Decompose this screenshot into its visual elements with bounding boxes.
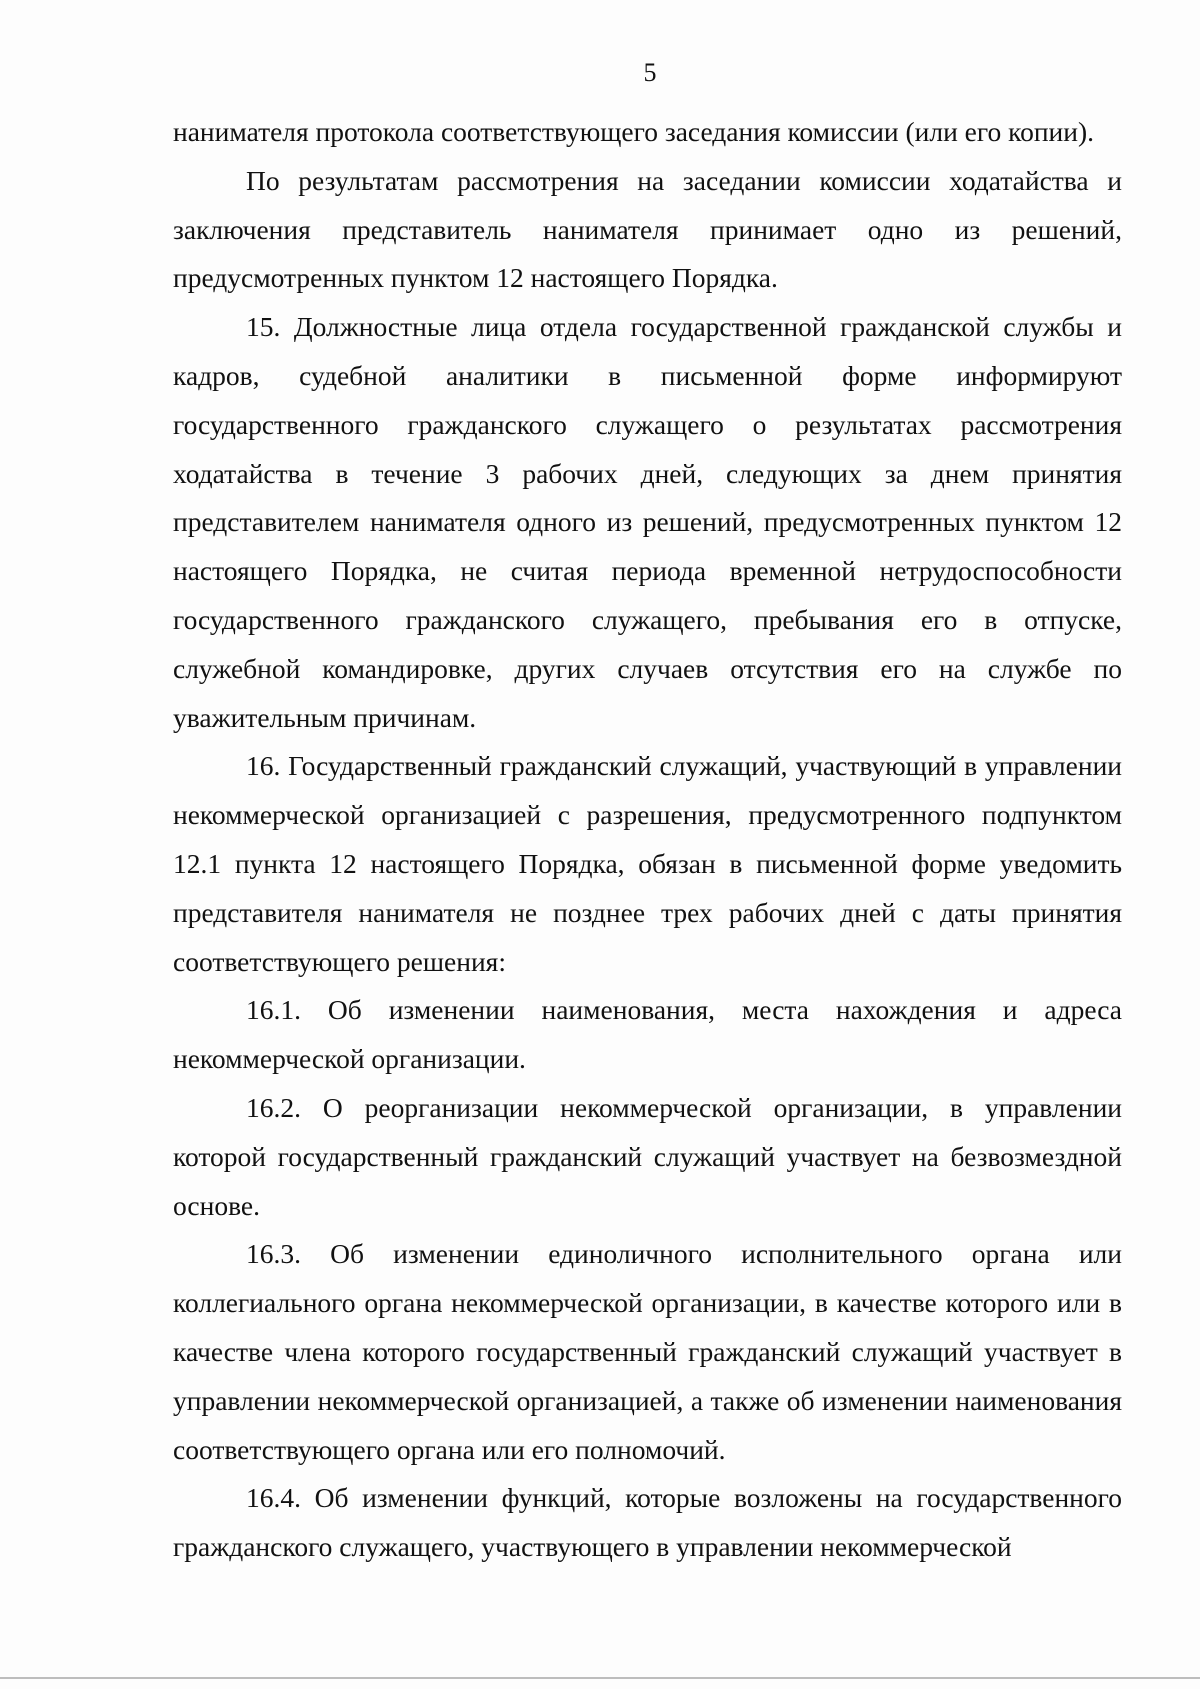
paragraph-continuation: нанимателя протокола соответствующего заседания комиссии (или его копии). — [173, 116, 1095, 147]
paragraph-15: 15. Должностные лица отдела государственной гражданской службы и кадров, судебной аналитики в письменной форме информируют государственного гражданского служащего о результатах рассмотрения ходатайства в течение 3 рабочих дней, следующих за днем принятия представителем нанимателя одного из решений, предусмотренных пунктом 12 настоящего Порядка, не считая периода временной нетрудоспособности государственного гражданского служащего, пребывания его в отпуске, служебной командировке, других случаев отсутствия его на службе по уважительным причинам. — [173, 311, 1122, 733]
paragraph-16-4: 16.4. Об изменении функций, которые возложены на государственного гражданского служащего, участвующего в управлении некоммерческой — [173, 1482, 1122, 1563]
scan-bottom-edge — [0, 1677, 1200, 1679]
paragraph-16-1: 16.1. Об изменении наименования, места нахождения и адреса некоммерческой организации. — [173, 994, 1122, 1075]
page-number: 5 — [643, 58, 657, 87]
document-body — [173, 108, 1122, 1572]
paragraph-16-2: 16.2. О реорганизации некоммерческой организации, в управлении которой государственный гражданский служащий участвует на безвозмездной основе. — [173, 1091, 1122, 1221]
paragraph-16-3: 16.3. Об изменении единоличного исполнительного органа или коллегиального органа некоммерческой организации, в качестве которого или в качестве члена которого государственный гражданский служащий участвует в управлении некоммерческой организацией, а также об изменении наименования соответствующего органа или его полномочий. — [173, 1238, 1122, 1465]
paragraph-decision: По результатам рассмотрения на заседании комиссии ходатайства и заключения представитель нанимателя принимает одно из решений, предусмотренных пунктом 12 настоящего Порядка. — [173, 164, 1122, 294]
paragraph-16: 16. Государственный гражданский служащий, участвующий в управлении некоммерческой организацией с разрешения, предусмотренного подпунктом 12.1 пункта 12 настоящего Порядка, обязан в письменной форме уведомить представителя нанимателя не позднее трех рабочих дней с даты принятия соответствующего решения: — [173, 750, 1122, 977]
